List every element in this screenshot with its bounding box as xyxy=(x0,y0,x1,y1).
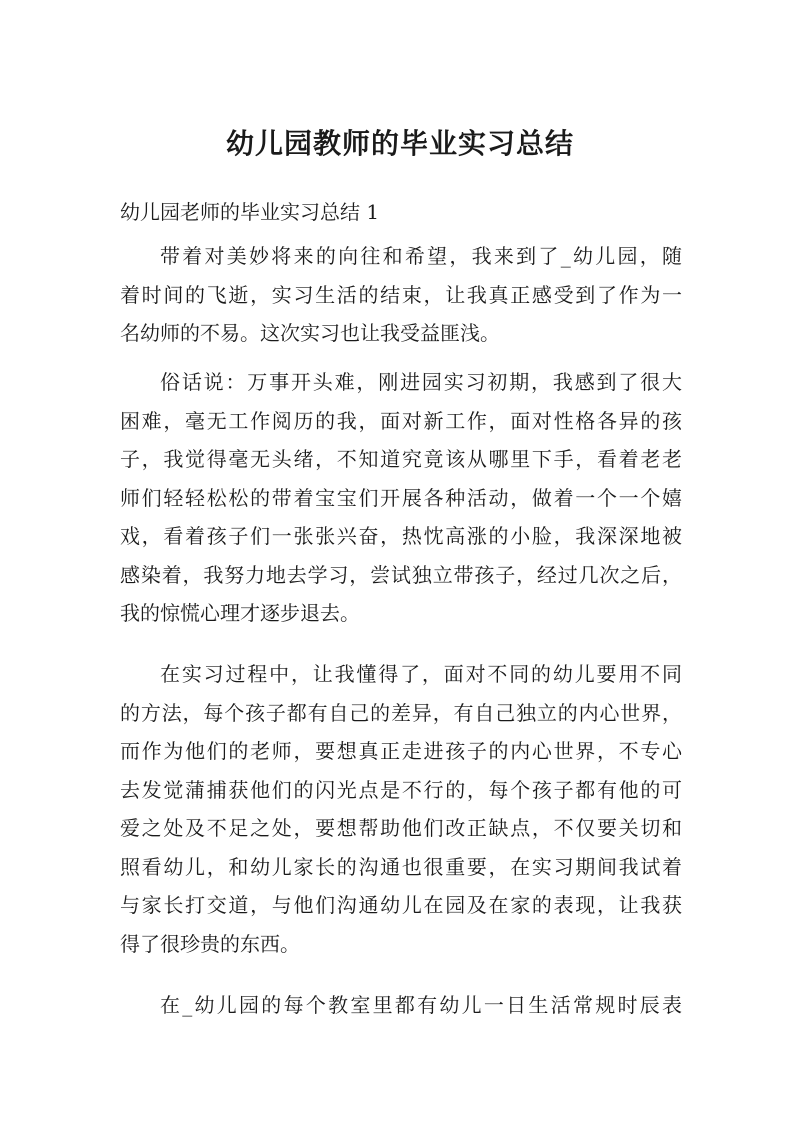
paragraph-line: 照看幼儿，和幼儿家长的沟通也很重要，在实习期间我试着 xyxy=(120,854,682,879)
paragraph-line: 在实习过程中，让我懂得了，面对不同的幼儿要用不同 xyxy=(160,662,682,686)
paragraph-line: 得了很珍贵的东西。 xyxy=(120,931,300,956)
paragraph-3 xyxy=(120,655,682,963)
document-title: 幼儿园教师的毕业实习总结 xyxy=(225,127,574,160)
section-heading: 幼儿园老师的毕业实习总结 1 xyxy=(120,200,380,224)
paragraph-line: 带着对美妙将来的向往和希望，我来到了_幼儿园，随 xyxy=(160,244,682,268)
paragraph-line: 感染着，我努力地去学习，尝试独立带孩子，经过几次之后， xyxy=(120,562,682,587)
paragraph-1 xyxy=(120,237,682,353)
paragraph-4 xyxy=(120,986,682,1025)
paragraph-line: 困难，毫无工作阅历的我，面对新工作，面对性格各异的孩 xyxy=(120,408,682,433)
paragraph-line: 的方法，每个孩子都有自己的差异，有自己独立的内心世界， xyxy=(120,700,682,725)
paragraph-2 xyxy=(120,363,682,633)
paragraph-line: 着时间的飞逝，实习生活的结束，让我真正感受到了作为一 xyxy=(120,282,682,307)
paragraph-line: 我的惊慌心理才逐步退去。 xyxy=(120,601,360,625)
paragraph-line: 与家长打交道，与他们沟通幼儿在园及在家的表现，让我获 xyxy=(120,893,682,917)
paragraph-line: 去发觉蒲捕获他们的闪光点是不行的，每个孩子都有他的可 xyxy=(120,777,682,802)
paragraph-line: 在_幼儿园的每个教室里都有幼儿一日生活常规时辰表 xyxy=(160,993,682,1017)
paragraph-line: 爱之处及不足之处，要想帮助他们改正缺点，不仅要关切和 xyxy=(120,816,682,840)
paragraph-line: 师们轻轻松松的带着宝宝们开展各种活动，做着一个一个嬉 xyxy=(120,485,682,510)
paragraph-line: 戏，看着孩子们一张张兴奋，热忱高涨的小脸，我深深地被 xyxy=(120,524,682,548)
paragraph-line: 俗话说：万事开头难，刚进园实习初期，我感到了很大 xyxy=(160,370,682,394)
paragraph-line: 而作为他们的老师，要想真正走进孩子的内心世界，不专心 xyxy=(120,739,682,763)
paragraph-line: 名幼师的不易。这次实习也让我受益匪浅。 xyxy=(120,321,500,345)
paragraph-line: 子，我觉得毫无头绪，不知道究竟该从哪里下手，看着老老 xyxy=(120,447,682,471)
